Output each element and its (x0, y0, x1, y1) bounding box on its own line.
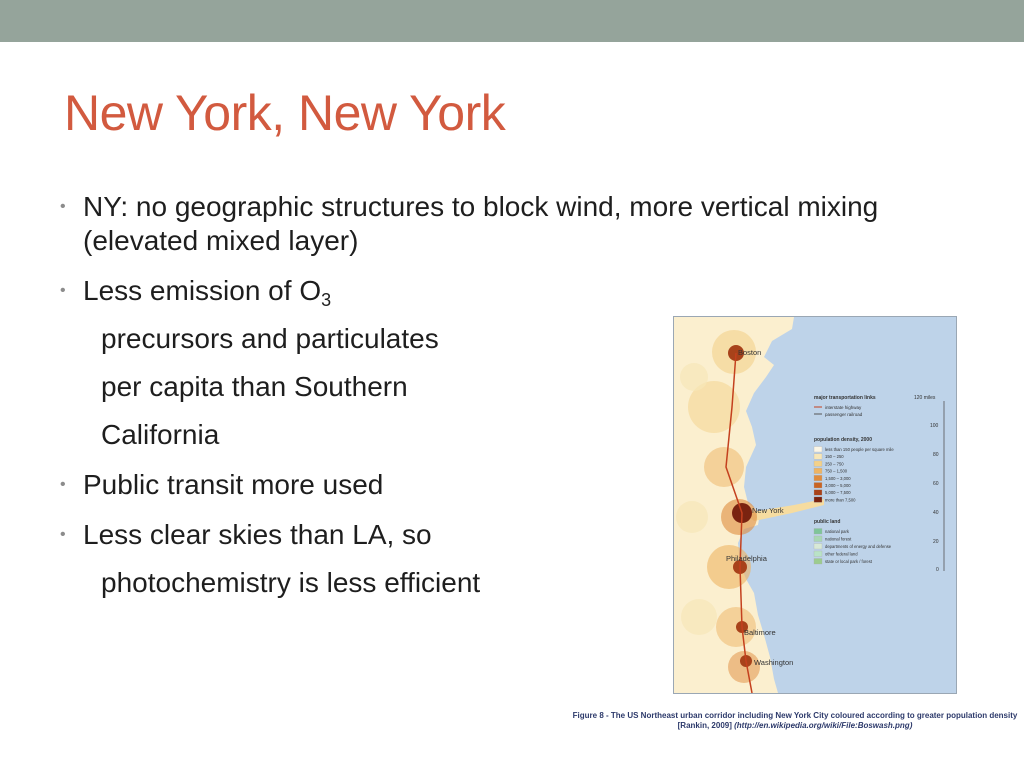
city-label-washington: Washington (754, 658, 794, 667)
bullet-dot-icon: • (60, 282, 66, 299)
bullet-text: NY: no geographic structures to block wind, more vertical mixing (elevated mixed layer) (83, 191, 879, 256)
density-label: 3,000 – 5,000 (825, 483, 851, 488)
density-label: less than 150 people per square mile (825, 447, 894, 452)
density-label: 5,000 – 7,500 (825, 490, 851, 496)
subscript-text: 3 (321, 290, 332, 310)
land-label: national forest (825, 536, 852, 542)
density-label: more than 7,500 (825, 497, 856, 503)
figure-caption (560, 711, 1024, 731)
continuation-text: precursors and particulates (101, 323, 439, 354)
caption-reference: [Rankin, 2009] (677, 721, 732, 730)
scale-tick: 0 (936, 567, 939, 573)
land-label: state or local park / forest (825, 559, 873, 564)
land-swatch (814, 536, 822, 542)
slide-title: New York, New York (64, 85, 506, 141)
city-label-new-york: New York (752, 506, 784, 515)
density-swatch (814, 447, 822, 453)
caption-line-2 (560, 721, 1024, 731)
city-label-baltimore: Baltimore (744, 628, 776, 637)
city-label-boston: Boston (738, 348, 762, 357)
legend-density-heading: population density, 2000 (814, 437, 872, 443)
land-swatch (814, 559, 822, 565)
caption-url: (http://en.wikipedia.org/wiki/File:Boswash.png) (734, 721, 913, 730)
scale-tick: 20 (933, 539, 939, 545)
legend-transport-heading: major transportation links (814, 395, 876, 401)
bullet-text: Less clear skies than LA, so (83, 519, 432, 550)
map-graphic (674, 317, 956, 693)
land-label: other federal land (825, 551, 858, 557)
bullet-dot-icon: • (60, 198, 66, 215)
scale-tick: 60 (933, 481, 939, 487)
density-swatch (814, 461, 822, 467)
land-swatch (814, 529, 822, 535)
continuation-text: per capita than Southern (101, 371, 408, 402)
caption-line-1: Figure 8 - The US Northeast urban corridor including New York City coloured according to greater population density (572, 711, 1018, 720)
scale-tick: 100 (930, 423, 939, 429)
land-swatch (814, 551, 822, 557)
legend-scale-label: 120 miles (914, 395, 936, 401)
continuation-text: California (101, 419, 220, 450)
density-label: 750 – 1,500 (825, 468, 848, 474)
legend-transport-item: passenger railroad (825, 412, 863, 417)
legend-transport-item: interstate highway (825, 405, 862, 410)
bullet-item (60, 274, 960, 308)
population-density-map (673, 316, 957, 694)
density-swatch (814, 454, 822, 460)
land-label: national park (825, 529, 849, 534)
legend-land-heading: public land (814, 519, 841, 525)
bullet-dot-icon: • (60, 476, 66, 493)
density-label: 150 – 250 (825, 454, 844, 460)
density-swatch (814, 497, 822, 503)
density-swatch (814, 490, 822, 496)
scale-tick: 40 (933, 510, 939, 516)
bullet-dot-icon: • (60, 526, 66, 543)
density-label: 250 – 750 (825, 461, 844, 467)
bullet-item (60, 190, 960, 258)
density-swatch (814, 483, 822, 489)
city-label-philadelphia: Philadelphia (726, 554, 767, 563)
land-swatch (814, 544, 822, 550)
density-swatch (814, 468, 822, 474)
land-label: departments of energy and defense (825, 544, 892, 549)
scale-tick: 80 (933, 452, 939, 458)
continuation-text: photochemistry is less efficient (101, 567, 481, 598)
bullet-text: Public transit more used (83, 469, 384, 500)
bullet-text: Less emission of O (83, 275, 322, 306)
density-label: 1,500 – 3,000 (825, 475, 851, 481)
density-swatch (814, 475, 822, 481)
top-color-band (0, 0, 1024, 42)
